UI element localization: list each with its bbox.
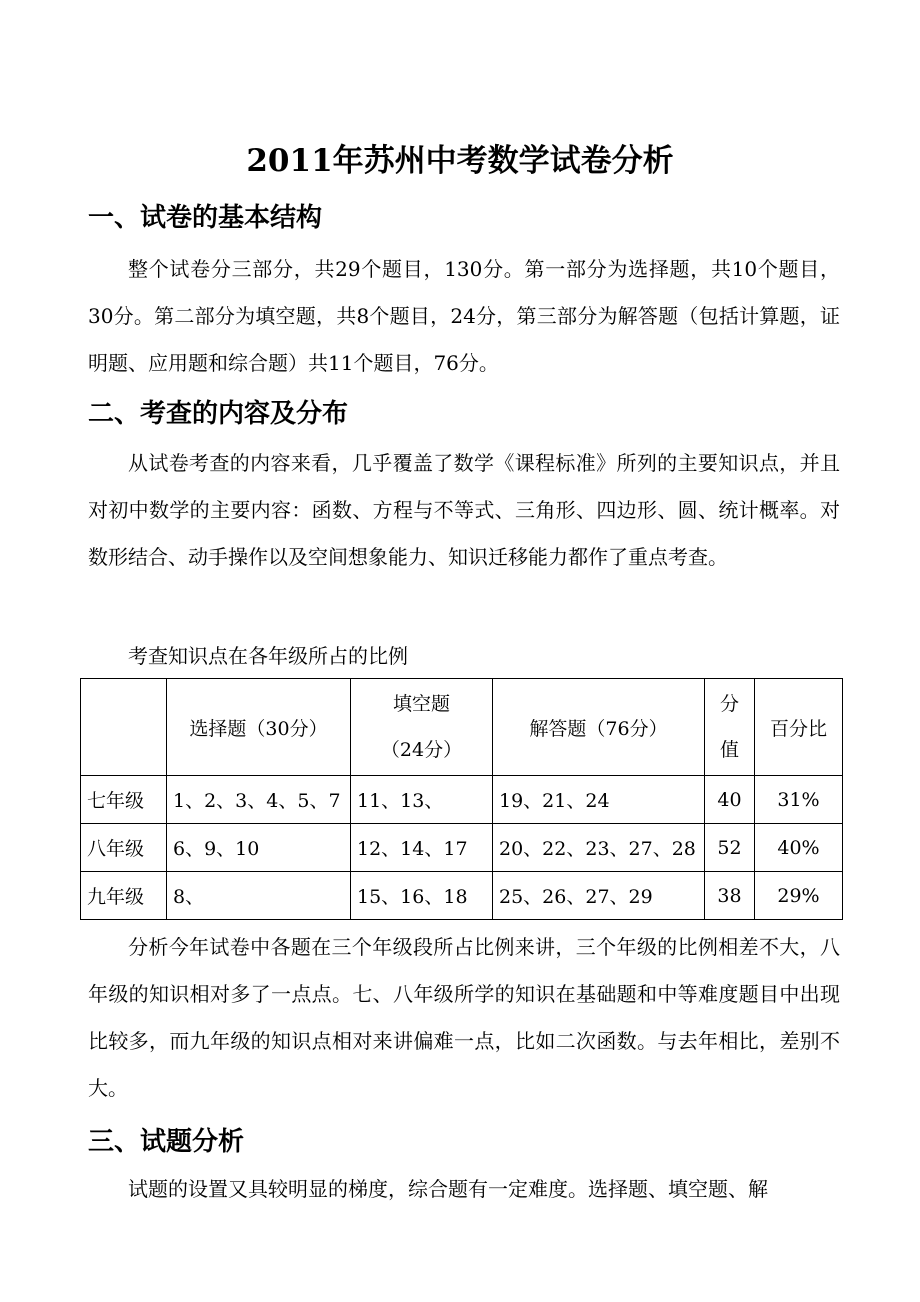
score-cell: 38	[705, 872, 755, 920]
percent-cell: 40%	[755, 824, 843, 872]
score-cell: 52	[705, 824, 755, 872]
choice-cell: 8、	[167, 872, 351, 920]
choice-cell: 1、2、3、4、5、7	[167, 776, 351, 824]
header-fill-line2: （24分）	[380, 739, 463, 761]
header-fill-cell	[351, 679, 493, 776]
score-cell: 40	[705, 776, 755, 824]
header-fill-line1: 填空题	[392, 693, 450, 715]
answer-cell: 19、21、24	[493, 776, 705, 824]
table-header-row	[81, 679, 843, 776]
section-heading-content: 二、考查的内容及分布	[88, 399, 349, 429]
grade-cell: 七年级	[81, 776, 167, 824]
page-title: 2011年苏州中考数学试卷分析	[246, 143, 674, 179]
grade-cell: 八年级	[81, 824, 167, 872]
header-score-line2: 值	[719, 739, 739, 761]
paragraph-content: 从试卷考查的内容来看，几乎覆盖了数学《课程标准》所列的主要知识点，并且对初中数学的主要内容：函数、方程与不等式、三角形、四边形、圆、统计概率。对数形结合、动手操作以及空间想象能力、知识迁移能力都作了重点考查。	[88, 451, 840, 569]
table-row	[81, 776, 843, 824]
grade-cell: 九年级	[81, 872, 167, 920]
fill-cell: 15、16、18	[351, 872, 493, 920]
section-heading-questions: 三、试题分析	[88, 1127, 245, 1157]
percent-cell: 29%	[755, 872, 843, 920]
header-answer-cell: 解答题（76分）	[493, 679, 705, 776]
grade-distribution-table	[80, 678, 843, 920]
paragraph-analysis: 分析今年试卷中各题在三个年级段所占比例来讲，三个年级的比例相差不大，八年级的知识相对多了一点点。七、八年级所学的知识在基础题和中等难度题目中出现比较多，而九年级的知识点相对来讲偏难一点，比如二次函数。与去年相比，差别不大。	[88, 935, 840, 1100]
header-choice-cell: 选择题（30分）	[167, 679, 351, 776]
section-heading-structure: 一、试卷的基本结构	[88, 203, 323, 233]
header-percent-cell: 百分比	[755, 679, 843, 776]
header-score-line1: 分	[719, 693, 739, 715]
fill-cell: 12、14、17	[351, 824, 493, 872]
choice-cell: 6、9、10	[167, 824, 351, 872]
table-row	[81, 872, 843, 920]
header-grade-cell	[81, 679, 167, 776]
table-caption: 考查知识点在各年级所占的比例	[128, 644, 408, 668]
header-score-cell	[705, 679, 755, 776]
fill-cell: 11、13、	[351, 776, 493, 824]
table-row	[81, 824, 843, 872]
percent-cell: 31%	[755, 776, 843, 824]
paragraph-structure: 整个试卷分三部分，共29个题目，130分。第一部分为选择题，共10个题目，30分。第二部分为填空题，共8个题目，24分，第三部分为解答题（包括计算题，证明题、应用题和综合题）共11个题目，76分。	[88, 257, 840, 375]
answer-cell: 20、22、23、27、28	[493, 824, 705, 872]
answer-cell: 25、26、27、29	[493, 872, 705, 920]
paragraph-questions: 试题的设置又具较明显的梯度，综合题有一定难度。选择题、填空题、解	[128, 1177, 768, 1201]
